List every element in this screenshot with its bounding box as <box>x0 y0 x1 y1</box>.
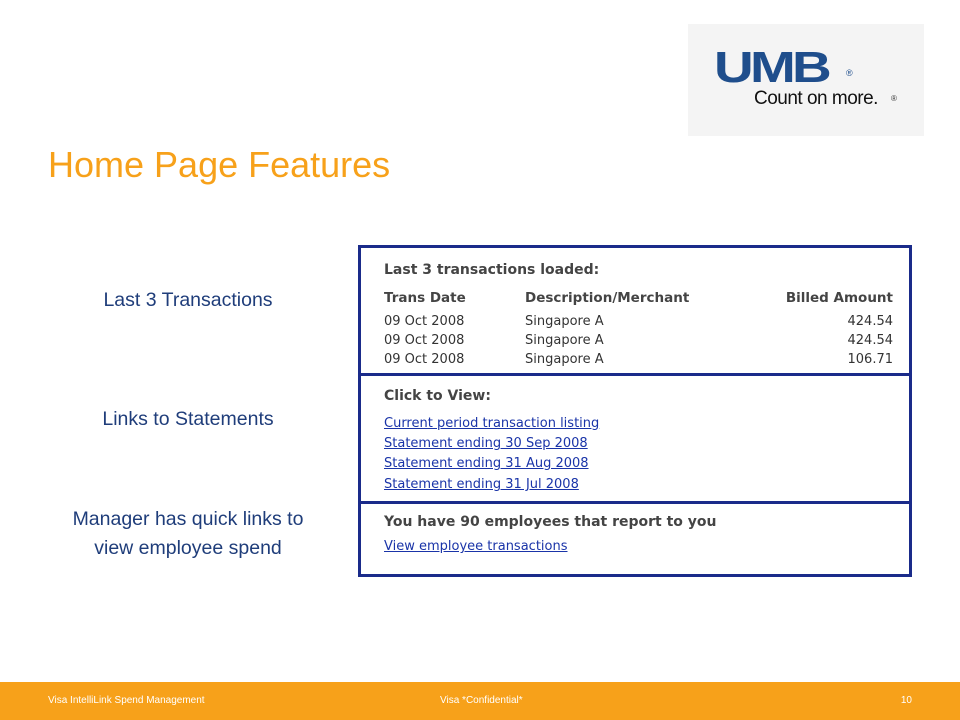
footer-page-number: 10 <box>900 695 912 706</box>
col-trans-date: Trans Date <box>384 290 466 306</box>
col-billed-amount: Billed Amount <box>785 290 893 306</box>
row-2-merchant: Singapore A <box>525 333 604 348</box>
row-1-date: 09 Oct 2008 <box>384 314 465 329</box>
label-manager-line-1: Manager has quick links to <box>72 508 304 530</box>
home-page-screenshot <box>358 245 912 577</box>
logo-brand: UMB <box>714 43 829 92</box>
row-1-merchant: Singapore A <box>525 314 604 329</box>
link-current-period[interactable]: Current period transaction listing <box>384 416 600 431</box>
link-statement-aug-2008[interactable]: Statement ending 31 Aug 2008 <box>384 456 589 471</box>
manager-section <box>361 504 909 574</box>
footer-confidential: Visa *Confidential* <box>440 695 523 706</box>
label-manager-line-2: view employee spend <box>94 537 282 559</box>
link-view-employee-transactions[interactable]: View employee transactions <box>384 539 568 554</box>
row-2-date: 09 Oct 2008 <box>384 333 465 348</box>
transactions-heading: Last 3 transactions loaded: <box>384 262 600 278</box>
statements-section <box>361 376 909 504</box>
row-2-amount: 424.54 <box>847 333 893 348</box>
label-last-transactions: Last 3 Transactions <box>103 289 273 311</box>
statements-heading: Click to View: <box>384 388 491 404</box>
row-3-amount: 106.71 <box>847 352 893 367</box>
logo-tagline: Count on more. <box>754 88 878 109</box>
footer-product: Visa IntelliLink Spend Management <box>48 695 205 706</box>
link-statement-sep-2008[interactable]: Statement ending 30 Sep 2008 <box>384 436 588 451</box>
logo-reg-mark: ® <box>846 68 853 78</box>
slide-title: Home Page Features <box>48 144 391 185</box>
col-description: Description/Merchant <box>525 290 690 306</box>
label-statement-links: Links to Statements <box>102 408 274 430</box>
footer-bar <box>0 682 960 720</box>
row-1-amount: 424.54 <box>847 314 893 329</box>
manager-heading: You have 90 employees that report to you <box>384 514 717 530</box>
umb-logo <box>688 24 924 136</box>
row-3-date: 09 Oct 2008 <box>384 352 465 367</box>
logo-tagline-reg-mark: ® <box>891 94 897 103</box>
row-3-merchant: Singapore A <box>525 352 604 367</box>
transactions-section <box>361 248 909 376</box>
link-statement-jul-2008[interactable]: Statement ending 31 Jul 2008 <box>384 477 579 492</box>
label-manager-links <box>30 505 346 563</box>
